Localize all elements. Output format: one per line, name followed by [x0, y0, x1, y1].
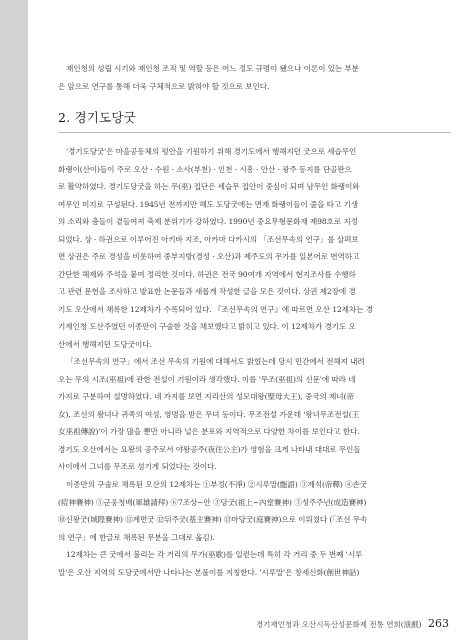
text-line: 女), 조선의 왕녀나 귀족의 여성, 영명을 받은 무녀 등이다. 무조전설 가운데 '왕녀무조전설(王 [58, 409, 360, 419]
document-page [28, 0, 473, 640]
text-line: 재인청의 성립 시기와 재인청 조직 및 역할 등은 어느 정도 규명이 됐으나 이론이 있는 부분 [66, 64, 359, 73]
text-line: 의 소리와 춤들이 곁들여져 축제 분위기가 강하였다. 1990년 중요무형문화재 제98호로 지정 [58, 217, 358, 226]
text-line: 화랭이(산이)들이 주로 오산 · 수원 · 소사(부천) · 인천 · 시흥 · 안산 · 광주 등지를 단골판으 [58, 164, 352, 174]
text-line: 기도 오산에서 채록한 12제차가 수록되어 있다. 『조선무속의 연구』에 따르면 오산 12제차는 경 [58, 304, 373, 314]
text-line: 되었다. 상 · 하권으로 이루어진 아키바 지조, 아카마 다카시의 「조선무속의 연구」를 살펴보 [58, 234, 359, 244]
text-line: 경기도 오산에서는 요왕의 공주로서 야왕공주(夜往公主)가 영험을 크게 나타내 대대로 무인들 [58, 444, 361, 454]
text-line: 「조선무속의 연구」에서 조선 무속의 기원에 대해서도 밝혔는데 당시 민간에서 전해져 내려 [66, 357, 365, 366]
text-line: 로 활약하였다. 경기도당굿을 하는 무(巫) 집단은 세습무 집안이 중심이 되며 남무인 화랭이와 [58, 182, 360, 191]
text-line: 의 연구」에 한글로 채록된 무분을 그대로 옮김). [58, 532, 215, 542]
section-heading: 2. 경기도당굿 [58, 110, 136, 125]
text-line: ⑩신왕굿(城隍賽神) ⑪계면굿 ⑫뒤주굿(基主賽神) ⑬마당굿(庭賽神)으로 이뤄졌다 (「조선 무속 [58, 515, 368, 524]
text-line: (痘神賽神) ⑤군웅청배(軍雄請拜) ⑥7조상~안 ③당굿(祖上~內堂賽神) ③성주주년(成造賽神) [58, 497, 367, 507]
text-line: 기재인청 도산주였던 이종만이 구술한 것을 채보했다고 밝히고 있다. 이 12제차가 경기도 오 [58, 322, 356, 331]
intro-paragraph [58, 60, 451, 95]
body-paragraph-1 [58, 143, 451, 353]
body-paragraph-3 [58, 476, 451, 546]
text-line: 간단한 해제와 주석을 붙여 정리한 것이다. 하권은 전국 90여개 지역에서 현지조사를 수행하 [58, 269, 356, 279]
text-line: 12제차는 큰 굿에서 불리는 각 거리의 무가(巫歌)를 일컫는데 특히 각 거리 중 두 번째 '시루 [66, 550, 363, 559]
page-number: 263 [428, 617, 449, 630]
text-line: 은 앞으로 연구를 통해 더욱 구체적으로 밝혀야 할 것으로 보인다. [58, 81, 270, 91]
text-line: 가지로 구분하여 설명하였다. 네 가지를 보면 지리산의 성모대왕(聖母大王), 중국의 제녀(帝 [58, 392, 354, 401]
text-line: 말'은 오산 지역의 도당굿에서만 나타나는 본풀이를 지칭한다. '시루말'은 창세신화(創世神話) [58, 567, 360, 577]
section-divider [58, 132, 451, 133]
text-line: 고 관련 문헌을 조사하고 발표한 논문들과 새롭게 작성한 글을 모은 것이다. 상권 제2장에 경 [58, 287, 356, 296]
running-title: 경기재인청과 오산시독산성문화제 전통 연희(演戲) [255, 620, 422, 629]
text-line: 오는 무의 시조(巫祖)에 관한 전설이 기원이라 생각했다. 이를 '무조(巫祖)의 신문'에 따라 네 [58, 374, 356, 384]
text-line: 이종만의 구술로 채록된 오산의 12제차는 ①부정(不淨) ②시루말(甑語) ③제석(帝釋) ④손굿 [66, 480, 367, 489]
text-line: 면 상권은 주로 경성을 비롯하여 중부지방(경성 · 오산)과 제주도의 무가를 일본어로 번역하고 [58, 252, 360, 261]
body-paragraph-4 [58, 546, 451, 581]
body-paragraph-2 [58, 353, 451, 476]
text-line: 산에서 행해지던 도당굿이다. [58, 339, 152, 349]
text-line: '경기도당굿'은 마을공동체의 평안을 기원하기 위해 경기도에서 행해지던 굿으로 세습무인 [66, 147, 357, 156]
text-line: 女巫祖傳說)'이 가장 많을 뿐만 아니라 널은 분포와 지역적으로 다양한 차이를 보인다고 한다. [58, 427, 360, 436]
page-footer [256, 617, 449, 630]
text-line: 여무인 미지로 구성된다. 1945년 전까지만 해도 도당굿에는 면재 화랭이들이 줄을 타고 기생 [58, 199, 358, 209]
text-line: 사이에서 그녀를 무조로 섬기게 되었다는 것이다. [58, 462, 217, 471]
